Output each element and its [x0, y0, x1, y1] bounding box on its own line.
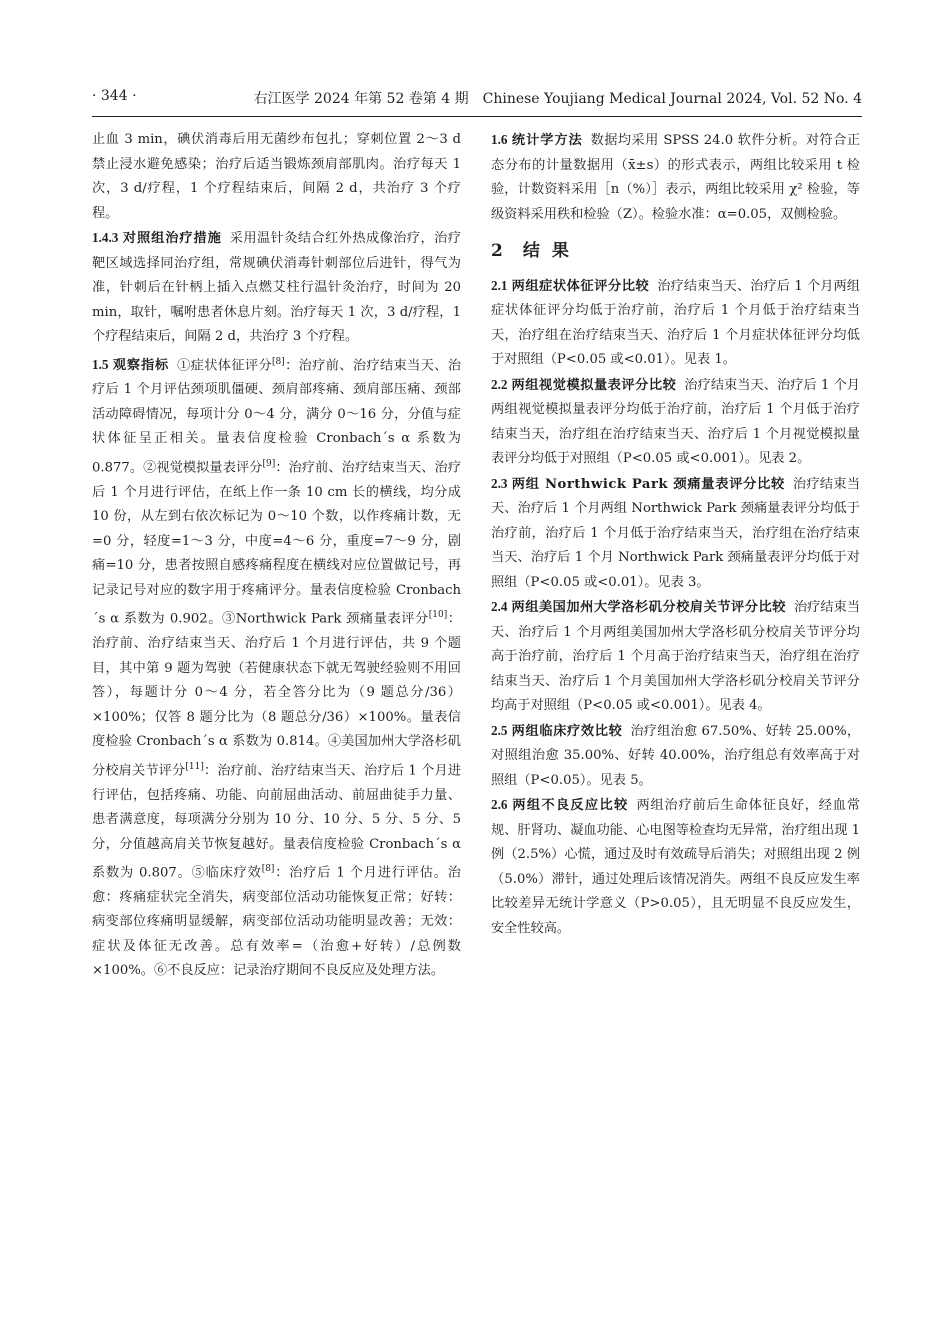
section-title: 统计学方法	[511, 133, 583, 148]
paragraph-continued: 止血 3 min，碘伏消毒后用无菌纱布包扎；穿刺位置 2～3 d 禁止浸水避免感染；治疗后适当锻炼颈肩部肌肉。治疗每天 1 次，3 d/疗程，1 个疗程结束后，间隔 2 d，共治疗 3 个疗程。	[92, 132, 461, 221]
section-2-5	[491, 719, 860, 794]
section-title: 两组不良反应比较	[511, 798, 629, 813]
section-title: 两组 Northwick Park 颈痛量表评分比较	[511, 476, 786, 492]
section-number: 1.6	[491, 132, 508, 147]
section-2-2	[491, 373, 860, 472]
section-2-6	[491, 793, 860, 941]
section-1-5	[92, 350, 461, 984]
section-1-6	[491, 128, 860, 227]
section-text: 治疗结束当天、治疗后 1 个月两组 Northwick Park 颈痛量表评分均低于治疗前，治疗后 1 个月低于治疗结束当天，治疗组在治疗结束当天、治疗后 1 个月 Northwick Park 颈痛量表评分均低于对照组（P<0.05 或<0.01）。见表 3。	[491, 476, 861, 590]
section-number: 2.5	[491, 722, 508, 738]
section-number: 1.5	[92, 356, 109, 372]
citation-ref: [10]	[428, 610, 448, 621]
section-2-1	[491, 274, 860, 373]
section-text: ：治疗前、治疗结束当天、治疗后 1 个月进行评估，共 9 个题目，其中第 9 题为驾驶（若健康状态下就无驾驶经验则不用回答），每题计分 0～4 分，若全答分比为（9 题总分/36）×100%；仅答 8 题分比为（8 题总分/36）×100%。量表信度检验 Cronbach´s α 系数为 0.814。④美国加州大学洛杉矶分校肩关节评分	[92, 611, 461, 779]
section-text: ：治疗前、治疗结束当天、治疗后 1 个月评估颈项肌僵硬、颈肩部疼痛、颈肩部压痛、颈部活动障碍情况，每项计分 0～4 分，满分 0～16 分，分值与症状体征呈正相关。量表信度检验 Cronbach´s α 系数为 0.877。②视觉模拟量表评分	[92, 357, 462, 476]
header-rule	[92, 116, 862, 117]
running-header	[92, 88, 862, 112]
section-number: 2.2	[491, 376, 508, 392]
section-text: 两组治疗前后生命体征良好，经血常规、肝肾功、凝血功能、心电图等检查均无异常，治疗组出现 1 例（2.5%）心慌，通过及时有效疏导后消失；对照组出现 2 例（5.0%）滞针，通过处理后该情况消失。两组不良反应发生率比较差异无统计学意义（P>0.05），且无明显不良反应发生，安全性较高。	[491, 798, 861, 936]
heading-number: 2	[491, 241, 505, 261]
section-title: 两组美国加州大学洛杉矶分校肩关节评分比较	[511, 600, 786, 615]
section-2-4	[491, 595, 860, 719]
journal-title: 右江医学 2024 年第 52 卷第 4 期 Chinese Youjiang Medical Journal 2024, Vol. 52 No. 4	[253, 91, 862, 107]
citation-ref: [9]	[262, 458, 276, 469]
section-number: 2.3	[491, 475, 508, 491]
section-text: ：治疗前、治疗结束当天、治疗后 1 个月进行评估，包括疼痛、功能、向前屈曲活动、前屈曲徒手力量、患者满意度，每项满分分别为 10 分、10 分、5 分、5 分、5 分，分值越高肩关节恢复越好。量表信度检验 Cronbach´s α 系数为 0.807。⑤临床疗效	[92, 763, 462, 881]
section-number: 2.1	[491, 277, 508, 293]
section-text: ①症状体征评分	[177, 357, 272, 373]
page-number: · 344 ·	[92, 88, 137, 104]
section-text: 数据均采用 SPSS 24.0 软件分析。对符合正态分布的计量数据用（x̄±s）的形式表示，两组比较采用 t 检验，计数资料采用［n（%）］表示，两组比较采用 χ² 检验，等级资料采用秩和检验（Z）。检验水准：α=0.05，双侧检验。	[491, 133, 861, 222]
section-2-3	[491, 472, 860, 596]
right-column	[491, 128, 860, 941]
citation-ref: [11]	[185, 761, 204, 772]
citation-ref: [8]	[261, 864, 275, 875]
section-title: 对照组治疗措施	[122, 231, 222, 246]
section-number: 2.4	[491, 599, 508, 614]
section-text: ：治疗后 1 个月进行评估。治愈：疼痛症状完全消失，病变部位活动功能恢复正常；好转：病变部位疼痛明显缓解，病变部位活动功能明显改善；无效：症状及体征无改善。总有效率=（治愈+好转）/总例数×100%。⑥不良反应：记录治疗期间不良反应及处理方法。	[92, 865, 461, 979]
section-text: 治疗结束当天、治疗后 1 个月两组视觉模拟量表评分均低于治疗前，治疗后 1 个月低于治疗结束当天，治疗组在治疗结束当天、治疗后 1 个月视觉模拟量表评分均低于对照组（P<0.05 或<0.001）。见表 2。	[491, 377, 860, 466]
citation-ref: [8]	[272, 356, 285, 367]
section-number: 2.6	[491, 797, 508, 812]
section-text: 采用温针灸结合红外热成像治疗，治疗靶区域选择同治疗组，常规碘伏消毒针刺部位后进针，得气为准，针刺后在针柄上插入点燃艾柱行温针灸治疗，时间为 20 min，取针，嘱咐患者休息片刻。治疗每天 1 次，3 d/疗程，1 个疗程结束后，间隔 2 d，共治疗 3 个疗程。	[92, 231, 462, 344]
section-number: 1.4.3	[92, 230, 119, 245]
section-text: 治疗结束当天、治疗后 1 个月两组美国加州大学洛杉矶分校肩关节评分均高于治疗前，治疗后 1 个月高于治疗结束当天，治疗组在治疗结束当天、治疗后 1 个月美国加州大学洛杉矶分校肩关节评分均高于对照组（P<0.05 或<0.001）。见表 4。	[491, 600, 861, 713]
section-1-4-3	[92, 226, 461, 350]
section-title: 观察指标	[112, 357, 170, 373]
heading-results	[491, 239, 860, 264]
heading-title: 结果	[522, 241, 581, 261]
section-title: 两组临床疗效比较	[511, 723, 623, 739]
section-text: 治疗结束当天、治疗后 1 个月两组症状体征评分均低于治疗前，治疗后 1 个月低于治疗结束当天，治疗组在治疗结束当天、治疗后 1 个月症状体征评分均低于对照组（P<0.05 或<0.01）。见表 1。	[491, 278, 860, 367]
section-text: 治疗组治愈 67.50%、好转 25.00%，对照组治愈 35.00%、好转 40.00%，治疗组总有效率高于对照组（P<0.05）。见表 5。	[491, 723, 861, 788]
section-title: 两组视觉模拟量表评分比较	[511, 377, 677, 393]
section-text: ：治疗前、治疗结束当天、治疗后 1 个月进行评估，在纸上作一条 10 cm 长的横线，均分成 10 份，从左到右依次标记为 0～10 个数，以作疼痛计数，无=0 分，轻度=1～3 分，中度=4～6 分，重度=7～9 分，剧痛=10 分，患者按照自感疼痛程度在横线对应位置做记号，再记录记号对应的数字用于疼痛评分。量表信度检验 Cronbach´s α 系数为 0.902。③Northwick Park 颈痛量表评分	[92, 460, 462, 627]
left-column	[92, 128, 461, 984]
section-title: 两组症状体征评分比较	[511, 278, 650, 294]
